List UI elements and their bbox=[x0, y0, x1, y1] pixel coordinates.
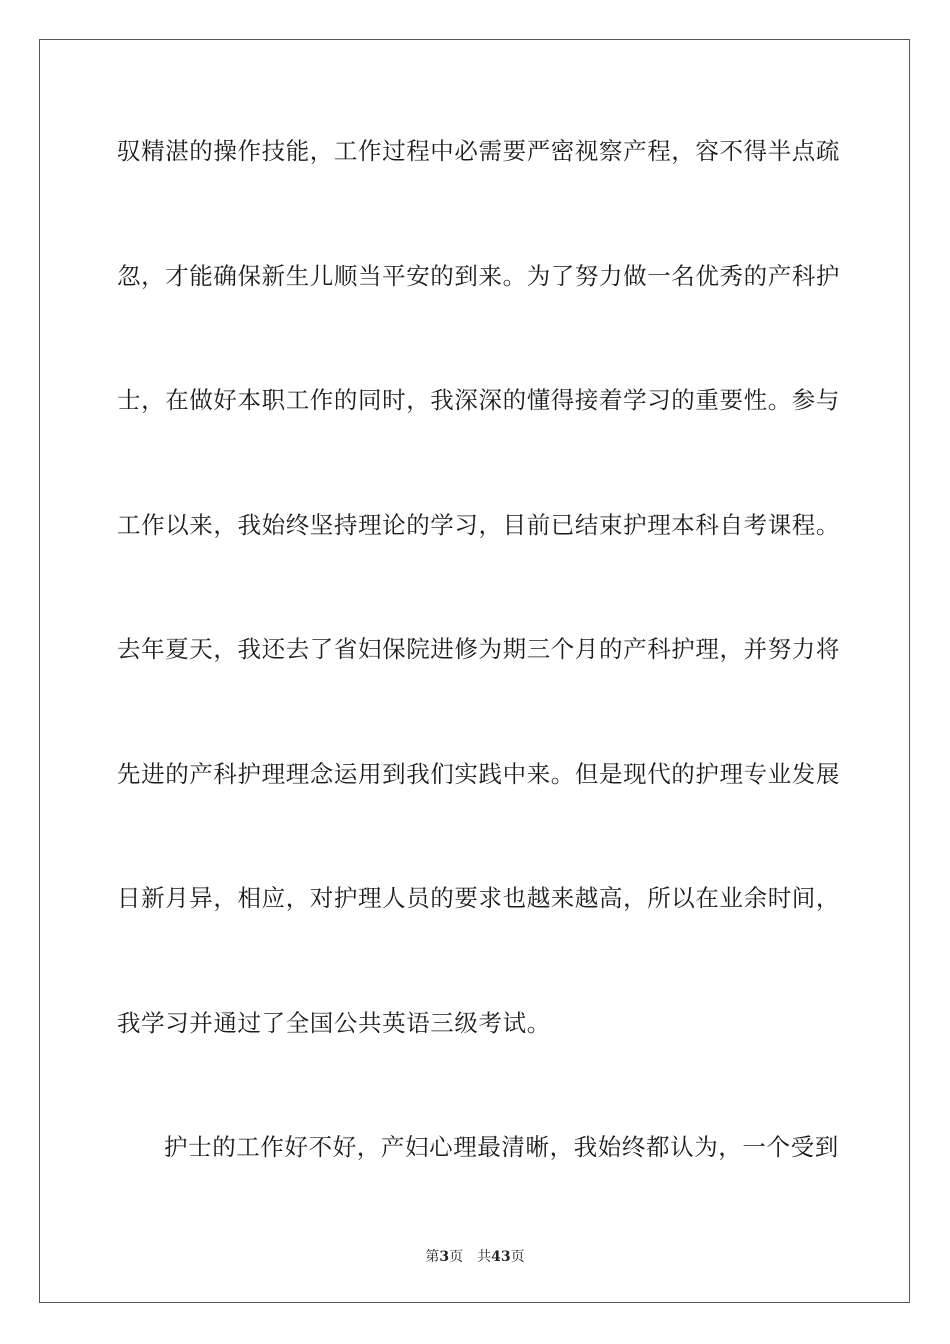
page-footer bbox=[0, 1246, 950, 1266]
text-line: 日新月异，相应，对护理人员的要求也越来越高，所以在业余时间， bbox=[117, 884, 840, 912]
paragraph-start-line: 护士的工作好不好，产妇心理最清晰，我始终都认为，一个受到 bbox=[164, 1133, 839, 1161]
page-suffix: 页 bbox=[449, 1249, 464, 1265]
text-line: 忽，才能确保新生儿顺当平安的到来。为了努力做一名优秀的产科护 bbox=[117, 261, 840, 290]
page-number: 3 bbox=[439, 1249, 450, 1265]
text-line: 先进的产科护理理念运用到我们实践中来。但是现代的护理专业发展 bbox=[117, 759, 840, 788]
text-line: 工作以来，我始终坚持理论的学习，目前已结束护理本科自考课程。 bbox=[117, 510, 840, 539]
text-line: 去年夏天，我还去了省妇保院进修为期三个月的产科护理，并努力将 bbox=[117, 635, 840, 663]
total-prefix: 共 bbox=[477, 1249, 492, 1265]
total-pages: 43 bbox=[491, 1249, 511, 1265]
total-suffix: 页 bbox=[510, 1249, 525, 1265]
text-line: 士，在做好本职工作的同时，我深深的懂得接着学习的重要性。参与 bbox=[117, 386, 840, 414]
page-prefix: 第 bbox=[425, 1249, 440, 1265]
text-line: 驭精湛的操作技能，工作过程中必需要严密视察产程，容不得半点疏 bbox=[117, 137, 840, 165]
text-line: 我学习并通过了全国公共英语三级考试。 bbox=[117, 1008, 551, 1037]
document-body bbox=[117, 127, 840, 1248]
